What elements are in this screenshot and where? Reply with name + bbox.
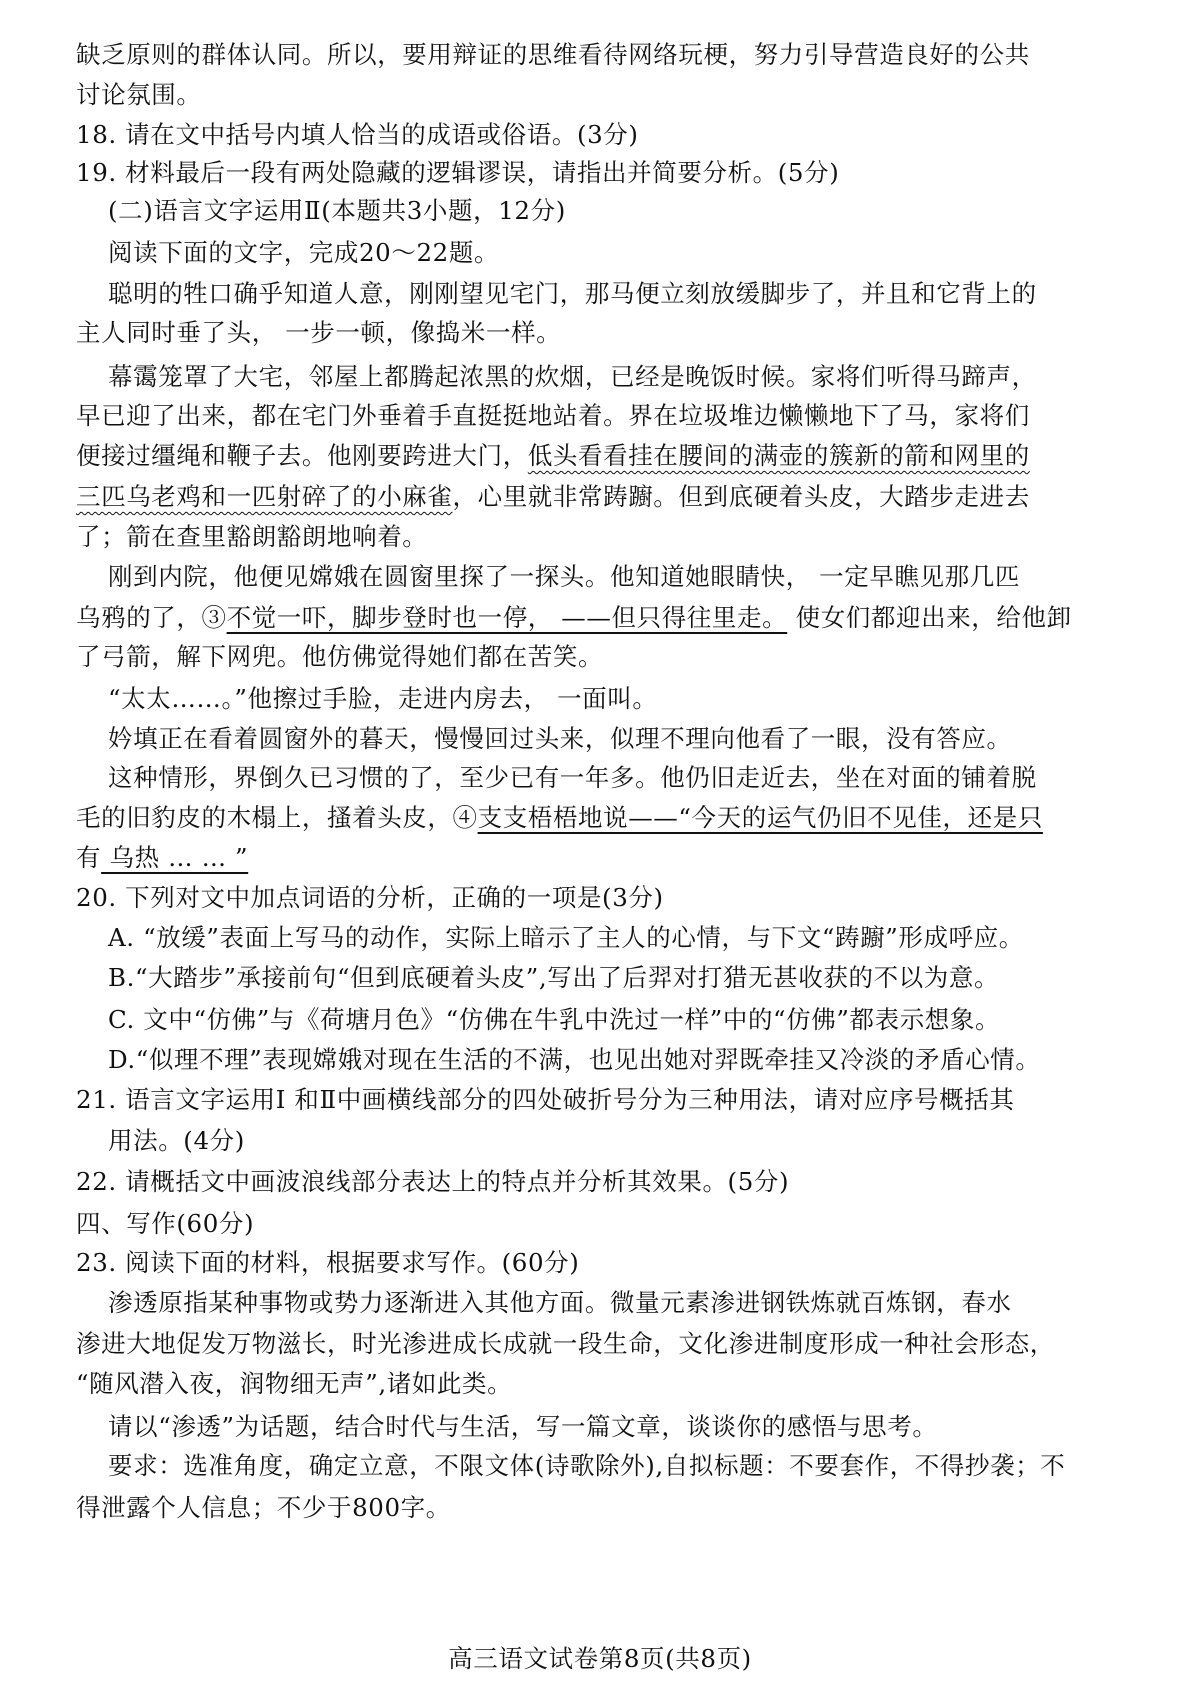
question-19: 19. 材料最后一段有两处隐藏的逻辑谬误，请指出并简要分析。(5分) [76, 158, 840, 187]
option-c: C. 文中“仿佛”与《荷塘月色》“仿佛在牛乳中洗过一样”中的“仿佛”都表示想象。 [108, 1005, 1001, 1034]
underlined-text-4-end: 乌热 … … ” [101, 843, 249, 872]
passage-line: 这种情形，界倒久已习惯的了，至少已有一年多。他仍旧走近去，坐在对面的铺着脱 [108, 763, 1037, 792]
passage-line: 了；箭在查里豁朗豁朗地响着。 [76, 522, 428, 551]
underlined-text-4: 支支梧梧地说——“今天的运气仍旧不见佳，还是只 [477, 803, 1043, 832]
passage-line [76, 439, 1136, 473]
underlined-text-3: 不觉一吓，脚步登时也一停， ——但只得往里走。 [226, 603, 788, 632]
writing-prompt: 请以“渗透”为话题，结合时代与生活，写一篇文章，谈谈你的感悟与思考。 [108, 1412, 938, 1441]
plain-text: 便接过缰绳和鞭子去。他刚要跨进大门， [76, 441, 528, 470]
option-b: B.“大踏步”承接前句“但到底硬着头皮”,写出了后羿对打猎无甚收获的不以为意。 [108, 963, 1000, 992]
section-writing-heading: 四、写作(60分) [76, 1209, 255, 1238]
option-d: D.“似理不理”表现嫦娥对现在生活的不满，也见出她对羿既牵挂又冷淡的矛盾心情。 [108, 1045, 1041, 1074]
passage-line: 主人同时垂了头， 一步一顿，像捣米一样。 [76, 318, 562, 347]
question-22: 22. 请概括文中画波浪线部分表达上的特点并分析其效果。(5分) [76, 1167, 790, 1196]
passage-line [76, 841, 1136, 875]
question-21: 21. 语言文字运用Ⅰ 和Ⅱ中画横线部分的四处破折号分为三种用法，请对应序号概括其 [76, 1085, 1015, 1114]
option-a: A. “放缓”表面上写马的动作，实际上暗示了主人的心情，与下文“踌躕”形成呼应。 [108, 923, 1024, 952]
passage-line: 妗填正在看着圆窗外的暮天，慢慢回过头来，似理不理向他看了一眼，没有答应。 [108, 724, 1012, 753]
question-18: 18. 请在文中括号内填人恰当的成语或俗语。(3分) [76, 120, 639, 149]
plain-text: ，心里就非常踌躕。但到底硬着头皮，大踏步走进去 [452, 482, 1030, 511]
question-20: 20. 下列对文中加点词语的分析，正确的一项是(3分) [76, 883, 664, 912]
material-line: 渗透原指某种事物或势力逐渐进入其他方面。微量元素渗进钢铁炼就百炼钢，春水 [108, 1288, 1012, 1317]
passage-line [76, 601, 1136, 635]
material-line: 渗进大地促发万物滋长，时光渗进成长成就一段生命，文化渗进制度形成一种社会形态， [76, 1329, 1055, 1358]
wavy-underlined-text: 低头看看挂在腰间的满壶的簇新的箭和网里的 [527, 441, 1030, 470]
plain-text: 毛的旧豹皮的木榻上，搔着头皮，④ [76, 803, 478, 832]
section-heading: (二)语言文字运用Ⅱ(本题共3小题，12分) [108, 196, 566, 225]
writing-requirements: 要求：选准角度，确定立意，不限文体(诗歌除外),自拟标题：不要套作，不得抄袭；不 [108, 1451, 1066, 1480]
material-line: “随风潜入夜，润物细无声”,诸如此类。 [76, 1369, 513, 1398]
passage-line: 了弓箭，解下网兜。他仿佛觉得她们都在苦笑。 [76, 642, 604, 671]
passage-line [76, 801, 1136, 835]
passage-line: 刚到内院，他便见嫦娥在圆窗里探了一探头。他知道她眼睛快， 一定早瞧见那几匹 [108, 562, 1020, 591]
passage-line: 聪明的牲口确乎知道人意，刚刚望见宅门，那马便立刻放缓脚步了，并且和它背上的 [108, 279, 1037, 308]
text-line: 讨论氛围。 [76, 80, 202, 109]
plain-text: 有 [76, 843, 102, 872]
writing-requirements-continued: 得泄露个人信息；不少于800字。 [76, 1493, 451, 1522]
plain-text: 使女们都迎出来，给他卸 [787, 603, 1072, 632]
question-21-continued: 用法。(4分) [108, 1126, 245, 1155]
passage-line: “太太……。”他擦过手脸，走进内房去， 一面叫。 [108, 684, 658, 713]
page-footer: 高三语文试卷第8页(共8页) [448, 1644, 752, 1673]
passage-line: 早已迎了出来，都在宅门外垂着手直挺挺地站着。界在垃圾堆边懒懒地下了马，家将们 [76, 401, 1030, 430]
passage-line [76, 480, 1136, 514]
reading-instruction: 阅读下面的文字，完成20～22题。 [108, 238, 500, 267]
text-line: 缺乏原则的群体认同。所以，要用辩证的思维看待网络玩梗，努力引导营造良好的公共 [76, 40, 1030, 69]
question-23: 23. 阅读下面的材料，根据要求写作。(60分) [76, 1248, 580, 1277]
wavy-underlined-text: 三匹乌老鸡和一匹射碎了的小麻雀 [76, 482, 453, 511]
passage-line: 幕霭笼罩了大宅，邻屋上都腾起浓黑的炊烟，已经是晚饭时候。家将们听得马蹄声， [108, 362, 1037, 391]
plain-text: 乌鸦的了，③ [76, 603, 227, 632]
